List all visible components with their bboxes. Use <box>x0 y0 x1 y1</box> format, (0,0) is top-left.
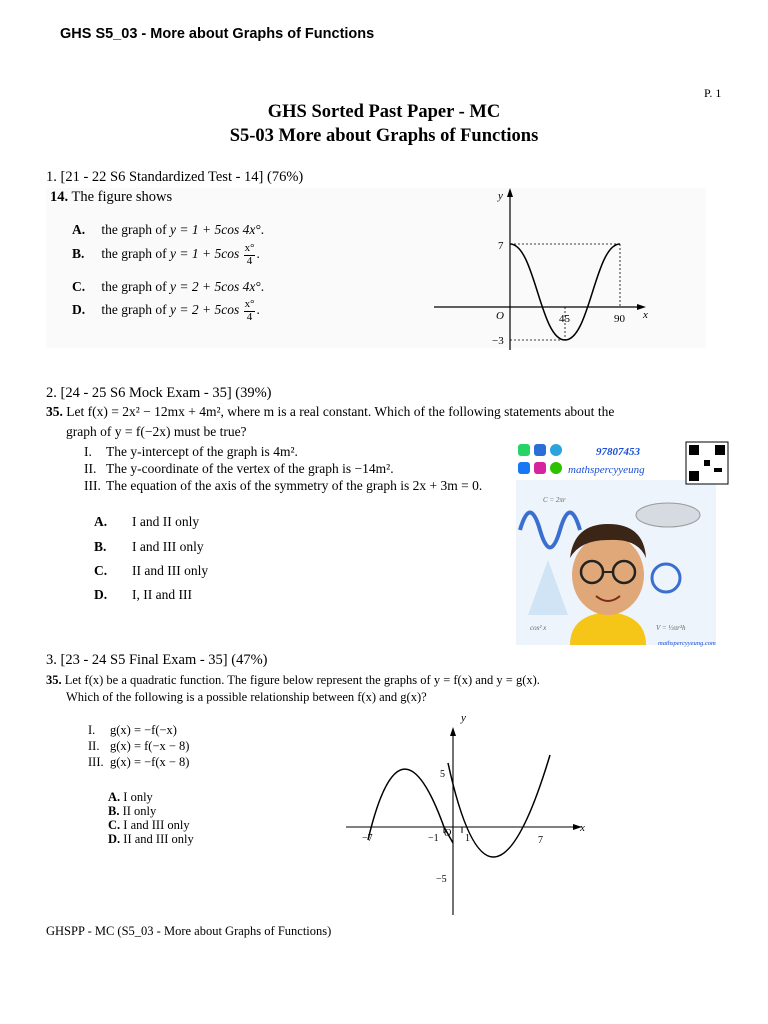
q1-option-prefix: the graph of <box>101 246 167 262</box>
q1-ytick-neg3: −3 <box>492 335 504 347</box>
q1-option-b <box>72 243 260 267</box>
q2-option-d <box>94 588 192 602</box>
q1-heading: 1. [21 - 22 S6 Standardized Test - 14] (76%) <box>46 169 304 185</box>
statement-num: III. <box>88 755 104 769</box>
promo-site: mathspercyyeung.com <box>658 640 716 647</box>
page-number: P. 1 <box>704 86 722 100</box>
q1-option-suffix: . <box>260 222 265 237</box>
q3-option-b <box>108 804 156 819</box>
q1-curve <box>510 244 620 340</box>
q1-number: 14. <box>50 189 69 205</box>
promo-trig: cos² x <box>530 624 547 632</box>
q2-stem-a: Let f(x) = 2x² − 12mx + 4m², where m is a real constant. Which of the following statements about the <box>66 404 615 419</box>
q3-xtick-neg1-label: −1 <box>428 833 439 844</box>
q1-ytick-7: 7 <box>498 240 504 252</box>
page-subtitle: S5-03 More about Graphs of Functions <box>229 126 539 146</box>
q2-number: 35. <box>46 404 63 419</box>
q2-stem-line2: graph of y = f(−2x) must be true? <box>66 424 247 439</box>
statement-text: g(x) = −f(−x) <box>110 723 177 737</box>
q3-stem-line2: Which of the following is a possible relationship between f(x) and g(x)? <box>66 690 427 704</box>
q3-parabola-graph <box>340 715 600 920</box>
cylinder-decoration <box>636 503 700 527</box>
statement-num: II. <box>84 461 97 476</box>
option-text: II and III only <box>123 832 194 846</box>
instagram-icon <box>534 462 546 474</box>
running-header: GHS S5_03 - More about Graphs of Functions <box>60 26 375 42</box>
q1-option-prefix: the graph of <box>101 302 167 318</box>
option-text: II only <box>122 804 157 818</box>
q2-option-a <box>94 515 199 529</box>
q1-cosine-graph <box>430 182 660 352</box>
q3-curve-f <box>368 769 453 843</box>
option-text: I and II only <box>132 514 200 529</box>
q1-option-letter: B. <box>72 246 85 262</box>
option-text: I and III only <box>123 818 190 832</box>
qr-finder <box>689 471 699 481</box>
q3-statement-3 <box>88 755 189 770</box>
q3-x-label: x <box>580 822 585 834</box>
q2-option-c <box>94 564 208 578</box>
statement-text: The y-intercept of the graph is 4m². <box>106 444 298 459</box>
q3-option-c <box>108 818 190 833</box>
q3-heading: 3. [23 - 24 S5 Final Exam - 35] (47%) <box>46 652 268 668</box>
qr-module <box>704 460 710 466</box>
q3-statement-2 <box>88 739 189 754</box>
option-letter: B. <box>108 804 120 818</box>
wechat-icon <box>550 462 562 474</box>
q1-x-label: x <box>643 309 648 321</box>
option-text: II and III only <box>132 563 209 578</box>
q3-xtick-neg7: −7 <box>362 833 373 844</box>
q1-fraction <box>244 243 256 267</box>
q1-option-expr: y = 2 + 5cos 4x° <box>169 279 261 294</box>
fraction-numerator: x° <box>244 298 255 310</box>
q2-heading: 2. [24 - 25 S6 Mock Exam - 35] (39%) <box>46 385 272 401</box>
q1-option-suffix: . <box>256 246 260 262</box>
q3-number: 35. <box>46 673 62 687</box>
q1-xtick-45: 45 <box>559 313 570 325</box>
statement-num: II. <box>88 739 100 753</box>
option-letter: D. <box>94 587 108 602</box>
q3-statement-1 <box>88 723 177 738</box>
q3-origin-label: O <box>444 828 452 839</box>
telegram-icon <box>550 444 562 456</box>
qr-module <box>714 468 722 472</box>
q1-option-expr: y = 2 + 5cos <box>169 302 240 318</box>
whatsapp-icon <box>518 444 530 456</box>
q1-option-d <box>72 299 260 323</box>
q1-option-expr: y = 1 + 5cos 4x° <box>169 222 261 237</box>
qr-finder <box>689 445 699 455</box>
q1-option-suffix: . <box>260 279 265 294</box>
q2-option-b <box>94 540 204 554</box>
q2-statement-3 <box>84 479 482 493</box>
q1-option-a <box>72 223 264 237</box>
q1-stem <box>50 189 172 206</box>
q3-ytick-5: 5 <box>440 769 445 780</box>
q1-y-label: y <box>498 190 503 202</box>
option-letter: C. <box>94 563 108 578</box>
statement-text: g(x) = f(−x − 8) <box>110 739 190 753</box>
q1-option-c <box>72 280 264 294</box>
q3-y-label: y <box>461 715 466 724</box>
statement-text: The equation of the axis of the symmetry of the graph is 2x + 3m = 0. <box>106 478 483 493</box>
q3-stem-a: Let f(x) be a quadratic function. The figure below represent the graphs of y = f(x) and y = g(x). <box>64 673 540 687</box>
q3-option-d <box>108 832 194 847</box>
option-letter: A. <box>108 790 121 804</box>
promo-phone: 97807453 <box>596 446 640 458</box>
q1-origin-label: O <box>496 310 504 322</box>
promo-banner <box>508 440 736 650</box>
q1-stem-text: The figure shows <box>71 189 173 205</box>
q3-xtick-7: 7 <box>538 835 543 846</box>
q1-y-arrow <box>507 188 513 197</box>
statement-text: The y-coordinate of the vertex of the graph is −14m². <box>106 461 394 476</box>
option-letter: B. <box>94 539 107 554</box>
q2-stem-line1 <box>46 405 614 419</box>
q1-option-prefix: the graph of <box>101 222 167 237</box>
q3-curve-g <box>448 755 550 857</box>
option-text: I, II and III <box>132 587 192 602</box>
q2-statement-1 <box>84 445 298 459</box>
fraction-denominator: 4 <box>246 254 253 267</box>
signal-icon <box>534 444 546 456</box>
q3-y-arrow <box>450 727 456 736</box>
option-letter: D. <box>108 832 121 846</box>
fraction-numerator: x° <box>244 242 255 254</box>
promo-formula-1: C = 2πr <box>543 496 566 504</box>
q1-option-prefix: the graph of <box>101 279 167 294</box>
q1-option-letter: D. <box>72 302 86 318</box>
page-footer: GHSPP - MC (S5_03 - More about Graphs of Functions) <box>46 924 332 938</box>
fraction-denominator: 4 <box>246 310 253 323</box>
q1-option-letter: A. <box>72 222 86 237</box>
q1-option-suffix: . <box>256 302 260 318</box>
promo-formula-2: V = ⅓πr²h <box>656 624 686 632</box>
q1-option-letter: C. <box>72 279 86 294</box>
promo-artwork <box>508 440 736 650</box>
statement-num: I. <box>84 444 92 459</box>
q3-xtick-1-label: 1 <box>465 833 470 844</box>
option-letter: C. <box>108 818 121 832</box>
page-title: GHS Sorted Past Paper - MC <box>267 102 501 122</box>
statement-text: g(x) = −f(x − 8) <box>110 755 190 769</box>
q1-fraction <box>244 299 256 323</box>
option-text: I and III only <box>132 539 204 554</box>
statement-num: III. <box>84 478 101 493</box>
statement-num: I. <box>88 723 96 737</box>
facebook-icon <box>518 462 530 474</box>
qr-finder <box>715 445 725 455</box>
promo-handle: mathspercyyeung <box>568 464 645 476</box>
q3-ytick-neg5: −5 <box>436 874 447 885</box>
option-letter: A. <box>94 514 108 529</box>
avatar-face <box>572 535 644 615</box>
q1-option-expr: y = 1 + 5cos <box>169 246 240 262</box>
option-text: I only <box>123 790 153 804</box>
q3-option-a <box>108 790 153 805</box>
q3-stem-line1 <box>46 673 540 688</box>
q1-xtick-90: 90 <box>614 313 625 325</box>
q2-statement-2 <box>84 462 394 476</box>
